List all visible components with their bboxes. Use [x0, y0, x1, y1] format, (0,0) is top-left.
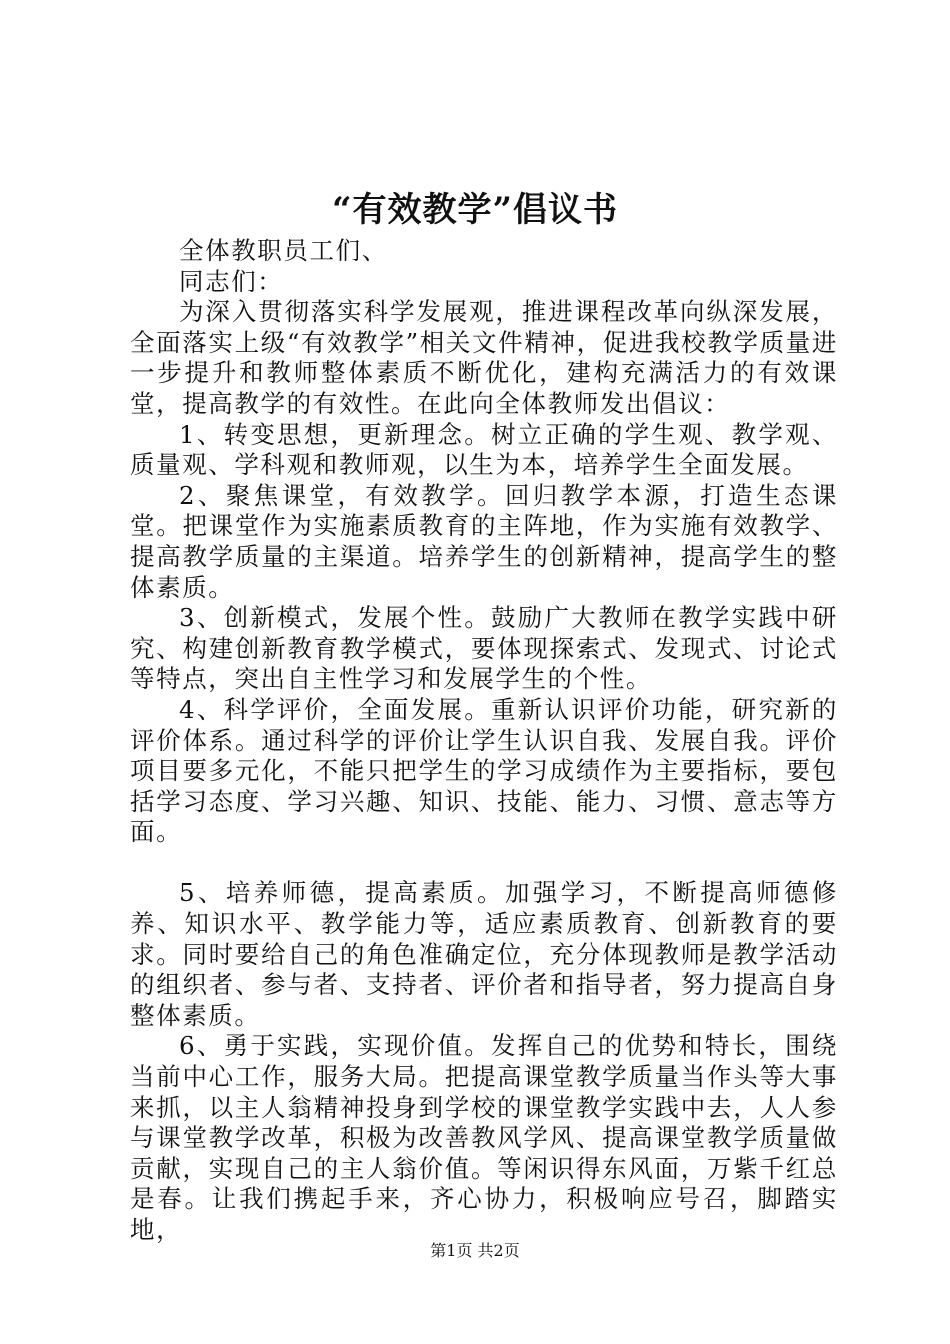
proposal-item-5: 5、培养师德，提高素质。加强学习，不断提高师德修养、知识水平、教学能力等，适应素质教育、创新教育的要求。同时要给自己的角色准确定位，充分体现教师是教学活动的组织者、参与者、支持者、评价者和指导者，努力提高自身整体素质。: [130, 878, 838, 1030]
paragraph-spacer: [130, 848, 838, 879]
salutation-line-2: 同志们：: [179, 266, 284, 296]
proposal-item-3: 3、创新模式，发展个性。鼓励广大教师在教学实践中研究、构建创新教育教学模式，要体现探索式、发现式、讨论式等特点，突出自主性学习和发展学生的个性。: [130, 603, 838, 694]
proposal-item-1: 1、转变思想，更新理念。树立正确的学生观、教学观、质量观、学科观和教师观，以生为本，培养学生全面发展。: [130, 419, 838, 480]
proposal-item-4: 4、科学评价，全面发展。重新认识评价功能，研究新的评价体系。通过科学的评价让学生认识自我、发展自我。评价项目要多元化，不能只把学生的学习成绩作为主要指标，要包括学习态度、学习兴趣、知识、技能、能力、习惯、意志等方面。: [130, 694, 838, 847]
intro-paragraph: 为深入贯彻落实科学发展观，推进课程改革向纵深发展，全面落实上级“有效教学”相关文件精神，促进我校教学质量进一步提升和教师整体素质不断优化，建构充满活力的有效课堂，提高教学的有效性。在此向全体教师发出倡议：: [130, 297, 838, 418]
page-footer: 第1页 共2页: [430, 1241, 520, 1260]
salutation-line-1: 全体教职员工们、: [179, 236, 388, 265]
proposal-item-2: 2、聚焦课堂，有效教学。回归教学本源，打造生态课堂。把课堂作为实施素质教育的主阵地，作为实施有效教学、提高教学质量的主渠道。培养学生的创新精神，提高学生的整体素质。: [130, 480, 838, 602]
document-body: [130, 236, 838, 1246]
document-title: “有效教学”倡议书: [331, 190, 619, 230]
proposal-item-6: 6、勇于实践，实现价值。发挥自己的优势和特长，围绕当前中心工作，服务大局。把提高课堂教学质量当作头等大事来抓，以主人翁精神投身到学校的课堂教学实践中去，人人参与课堂教学改革，积极为改善教风学风、提高课堂教学质量做贡献，实现自己的主人翁价值。等闲识得东风面，万紫千红总是春。让我们携起手来，齐心协力，积极响应号召，脚踏实地，: [130, 1031, 838, 1244]
